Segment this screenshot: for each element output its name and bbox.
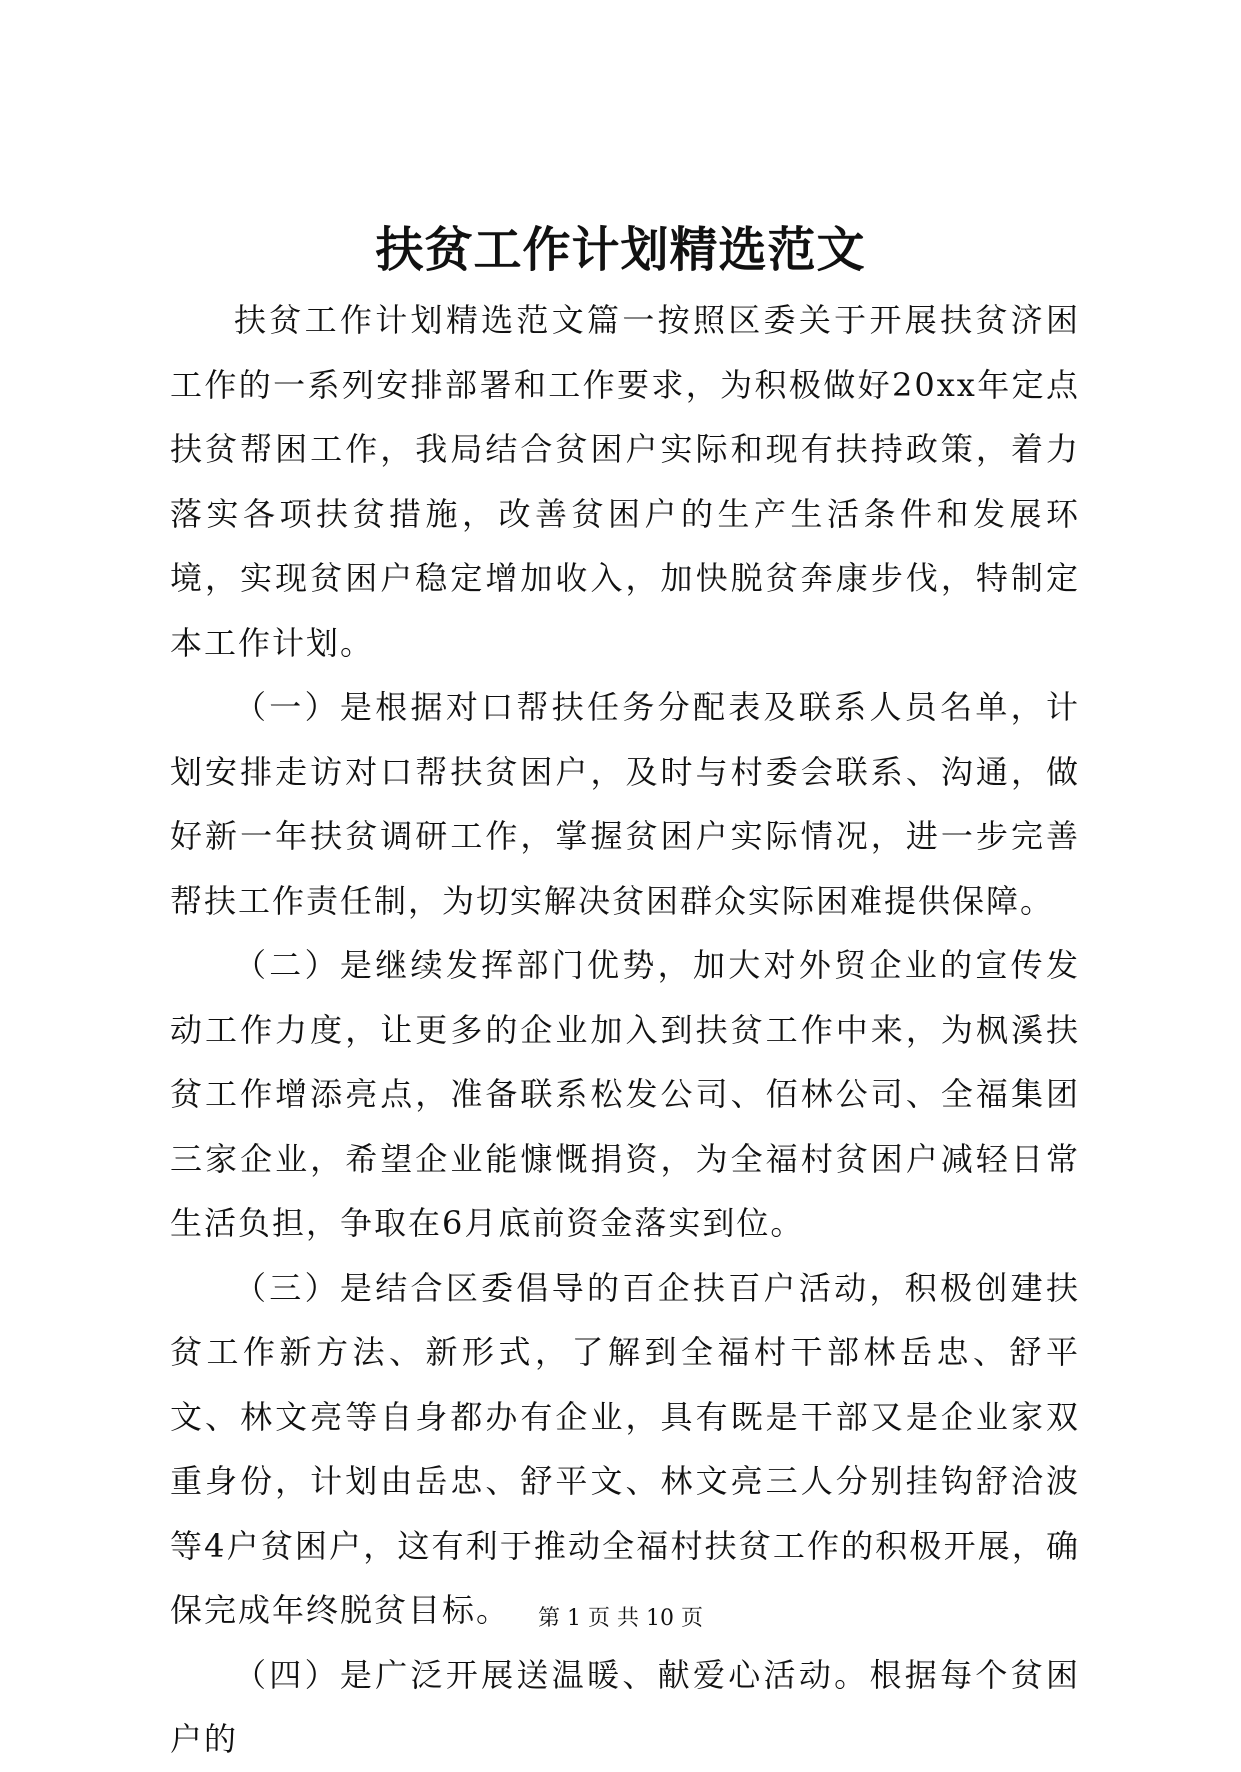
paragraph-item-1: （一）是根据对口帮扶任务分配表及联系人员名单，计划安排走访对口帮扶贫困户，及时与村委会联系、沟通，做好新一年扶贫调研工作，掌握贫困户实际情况，进一步完善帮扶工作责任制，为切实解决贫困群众实际困难提供保障。: [170, 688, 1080, 920]
paragraph-item-4: （四）是广泛开展送温暖、献爱心活动。根据每个贫困户的: [170, 1655, 1080, 1758]
document-body: [170, 288, 1080, 1772]
page-title: 扶贫工作计划精选范文: [375, 222, 866, 278]
paragraph-item-2: （二）是继续发挥部门优势，加大对外贸企业的宣传发动工作力度，让更多的企业加入到扶贫工作中来，为枫溪扶贫工作增添亮点，准备联系松发公司、佰林公司、全福集团三家企业，希望企业能慷慨捐资，为全福村贫困户减轻日常生活负担，争取在6月底前资金落实到位。: [170, 946, 1080, 1242]
paragraph-intro: 扶贫工作计划精选范文篇一按照区委关于开展扶贫济困工作的一系列安排部署和工作要求，为积极做好20xx年定点扶贫帮困工作，我局结合贫困户实际和现有扶持政策，着力落实各项扶贫措施，改善贫困户的生产生活条件和发展环境，实现贫困户稳定增加收入，加快脱贫奔康步伐，特制定本工作计划。: [170, 301, 1080, 662]
paragraph-item-3: （三）是结合区委倡导的百企扶百户活动，积极创建扶贫工作新方法、新形式，了解到全福村干部林岳忠、舒平文、林文亮等自身都办有企业，具有既是干部又是企业家双重身份，计划由岳忠、舒平文、林文亮三人分别挂钩舒洽波等4户贫困户，这有利于推动全福村扶贫工作的积极开展，确保完成年终脱贫目标。: [170, 1268, 1080, 1629]
page-footer: 第 1 页 共 10 页: [538, 1606, 703, 1631]
